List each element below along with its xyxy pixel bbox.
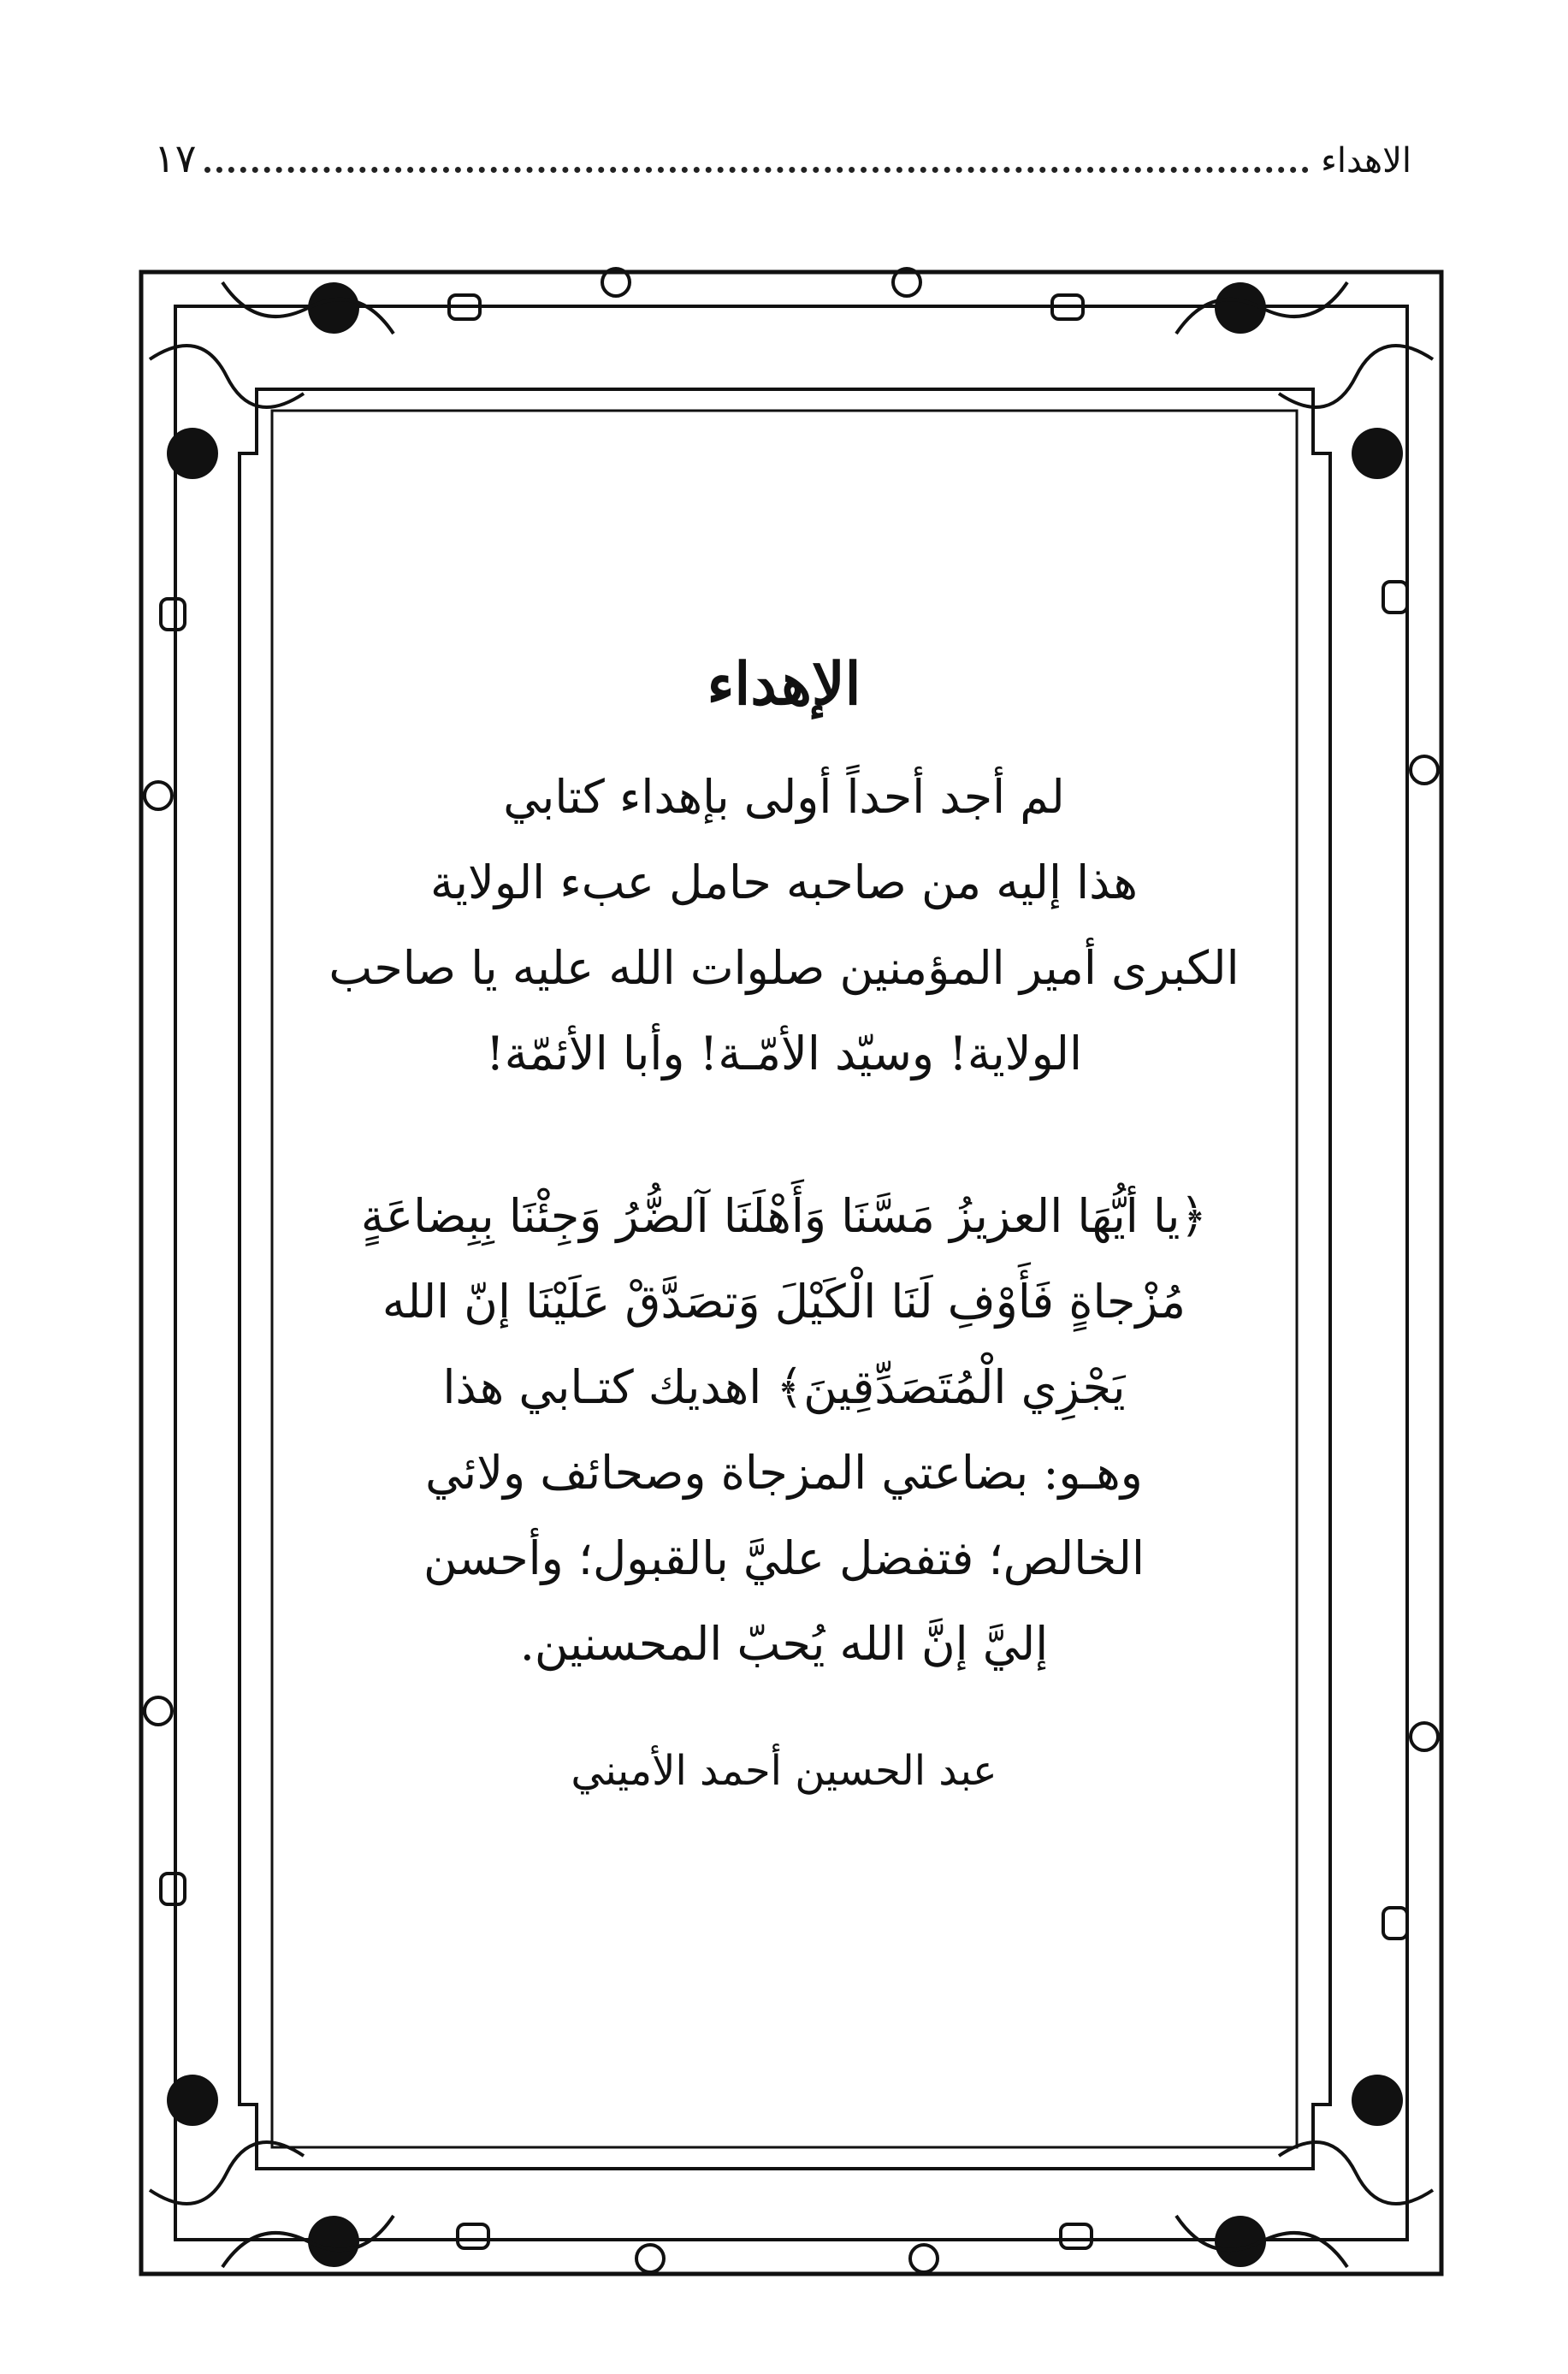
quote-line: الخالص؛ فتفضل عليَّ بالقبول؛ وأحسن <box>423 1530 1145 1585</box>
dedication-line: الولاية! وسيّد الأمّـة! وأبا الأئمّة! <box>486 1026 1082 1080</box>
running-title: الاهداء <box>1321 141 1411 181</box>
dedication-line: الكبرى أمير المؤمنين صلوات الله عليه يا صاحب <box>328 940 1240 995</box>
spacer <box>257 1097 1311 1174</box>
dedication-line: هذا إليه من صاحبه حامل عبء الولاية <box>430 855 1138 909</box>
page-title: الإهداء <box>707 650 861 719</box>
quote-line: يَجْزِي الْمُتَصَدِّقِينَ﴾ اهديك كتـابي هذا <box>442 1359 1126 1414</box>
quote-line: مُزْجاةٍ فَأَوْفِ لَنَا الْكَيْلَ وَتصَدَّقْ عَلَيْنَا إنّ الله <box>382 1274 1186 1329</box>
dedication-text <box>257 755 1311 1097</box>
quote-line: إليَّ إنَّ الله يُحبّ المحسنين. <box>519 1616 1049 1671</box>
dedication-content <box>257 650 1311 1848</box>
quote-line: ﴿يا أيُّهَا العزيزُ مَسَّنَا وَأَهْلَنَا آلضُّرُ وَجِئْنَا بِبِضاعَةٍ <box>360 1188 1208 1243</box>
author-signature: عبد الحسين أحمد الأميني <box>571 1746 997 1795</box>
quote-line: وهـو: بضاعتي المزجاة وصحائف ولائي <box>425 1445 1143 1500</box>
page-number: ١٧ <box>154 135 197 181</box>
quran-quote-and-dedication <box>257 1174 1311 1687</box>
dedication-line: لم أجد أحداً أولى بإهداء كتابي <box>503 769 1065 824</box>
